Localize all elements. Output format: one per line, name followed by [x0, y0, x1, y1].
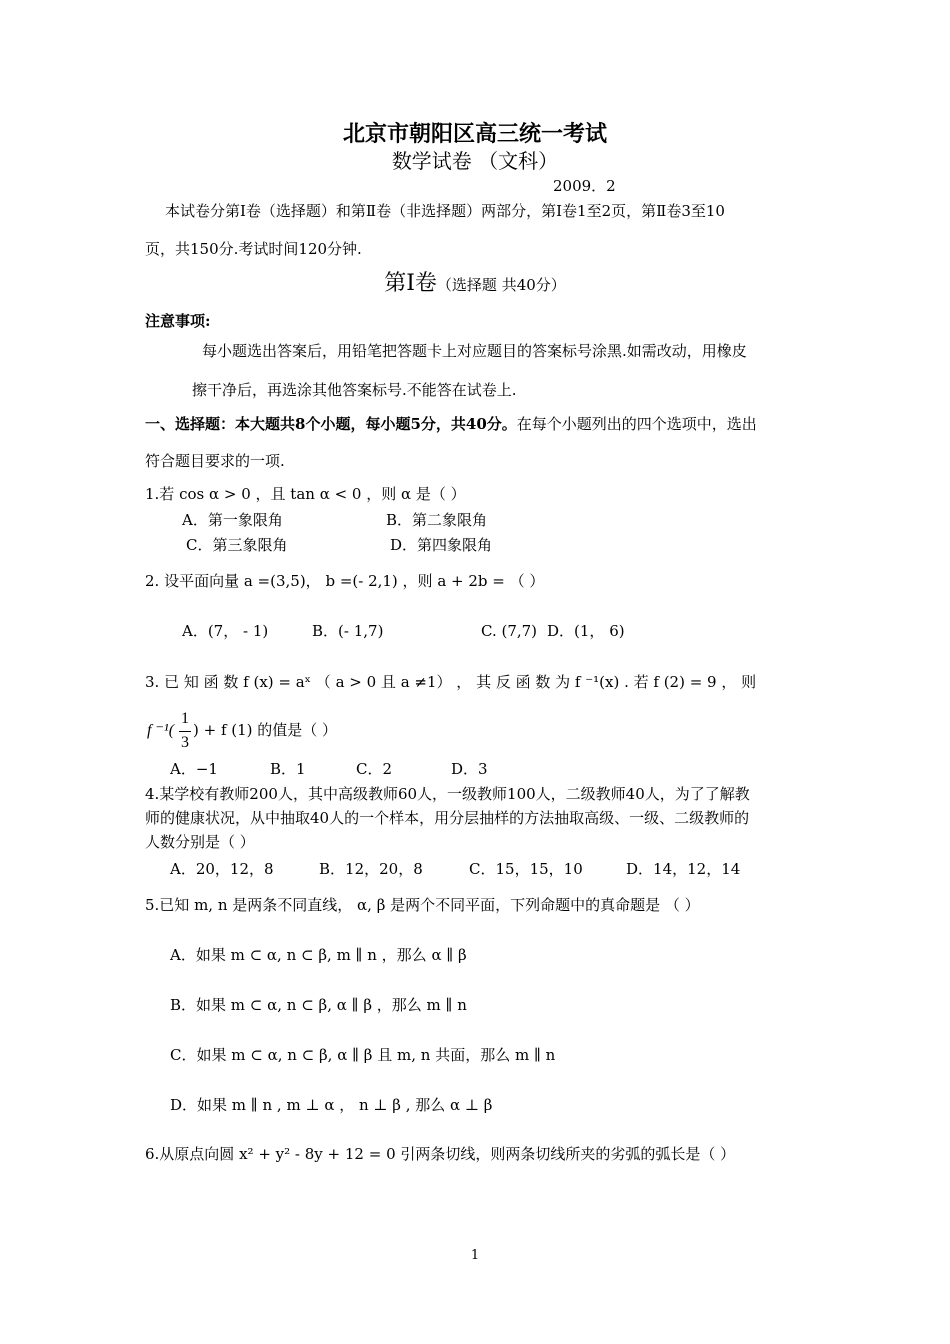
section1-heading-rest: 在每个小题列出的四个选项中，选出	[516, 415, 757, 433]
q5-option-b: B．如果 m ⊂ α, n ⊂ β, α ∥ β ，那么 m ∥ n	[170, 996, 467, 1014]
exam-date: 2009．2	[553, 177, 616, 195]
q5-stem: 5.已知 m, n 是两条不同直线， α, β 是两个不同平面，下列命题中的真命题是 （ ）	[145, 896, 700, 914]
q2-option-b: B．(- 1,7)	[312, 622, 384, 640]
q5-option-c: C．如果 m ⊂ α, n ⊂ β, α ∥ β 且 m, n 共面，那么 m ∥ n	[170, 1046, 556, 1064]
notice-line-2: 擦干净后，再选涂其他答案标号.不能答在试卷上.	[192, 381, 517, 399]
q3-stem: 3. 已 知 函 数 f (x) = aˣ （ a > 0 且 a ≠1） ， 其 反 函 数 为 f ⁻¹(x) . 若 f (2) = 9 ， 则	[145, 673, 757, 691]
q5-option-d: D．如果 m ∥ n , m ⊥ α ， n ⊥ β , 那么 α ⊥ β	[170, 1096, 493, 1114]
q1-option-c: C．第三象限角	[186, 536, 288, 554]
q3-option-d: D．3	[451, 760, 488, 778]
q4-option-a: A．20，12，8	[170, 860, 274, 878]
exam-title: 北京市朝阳区高三统一考试	[342, 122, 607, 147]
q3-expr-suffix: ) + f (1) 的值是（ ）	[193, 721, 338, 739]
q3-frac-bar	[179, 731, 191, 732]
q1-option-b: B．第二象限角	[386, 511, 488, 529]
intro-line-1: 本试卷分第Ⅰ卷（选择题）和第Ⅱ卷（非选择题）两部分，第Ⅰ卷1至2页，第Ⅱ卷3至10	[165, 202, 725, 220]
notice-line-1: 每小题选出答案后，用铅笔把答题卡上对应题目的答案标号涂黑.如需改动，用橡皮	[202, 342, 747, 360]
q2-option-d: D．(1， 6)	[547, 622, 625, 640]
exam-subtitle: 数学试卷 （文科）	[391, 149, 559, 173]
part1-heading	[0, 271, 950, 296]
q2-stem: 2. 设平面向量 a =(3,5)， b =(- 2,1) ，则 a + 2b = （ ）	[145, 572, 545, 590]
part1-subtitle: （选择题 共40分）	[436, 276, 566, 294]
q3-expr-prefix: f ⁻¹(	[147, 722, 175, 739]
part1-title: 第Ⅰ卷	[384, 271, 437, 296]
q3-option-a: A．−1	[170, 760, 218, 778]
q5-option-a: A．如果 m ⊂ α, n ⊂ β, m ∥ n ，那么 α ∥ β	[170, 946, 467, 964]
section1-heading	[145, 416, 757, 433]
q4-line-2: 师的健康状况，从中抽取40人的一个样本，用分层抽样的方法抽取高级、一级、二级教师的	[145, 809, 750, 827]
section1-heading-bold: 一、选择题：本大题共8个小题，每小题5分，共40分。	[145, 415, 517, 433]
q6-stem: 6.从原点向圆 x² + y² - 8y + 12 = 0 引两条切线，则两条切线所夹的劣弧的弧长是（ ）	[145, 1145, 736, 1163]
q2-option-c: C. (7,7)	[481, 622, 538, 640]
notice-heading: 注意事项:	[145, 312, 211, 330]
q4-option-c: C．15，15，10	[469, 860, 583, 878]
q4-option-d: D．14，12，14	[626, 860, 741, 878]
intro-line-2: 页，共150分.考试时间120分钟.	[145, 240, 362, 258]
q4-option-b: B．12，20，8	[319, 860, 423, 878]
q2-option-a: A．(7， - 1)	[182, 622, 269, 640]
q3-frac-numerator: 1	[181, 710, 189, 727]
q3-expression	[145, 712, 405, 760]
q3-frac-denominator: 3	[181, 734, 189, 751]
section1-line-2: 符合题目要求的一项.	[145, 452, 285, 470]
q4-line-1: 4.某学校有教师200人，其中高级教师60人，一级教师100人，二级教师40人，为了了解教	[145, 785, 750, 803]
q1-stem: 1.若 cos α > 0 ，且 tan α < 0 ，则 α 是（ ）	[145, 485, 466, 503]
q3-option-b: B．1	[270, 760, 306, 778]
q4-line-3: 人数分别是（ ）	[145, 833, 255, 851]
q3-option-c: C．2	[356, 760, 393, 778]
page-number: 1	[470, 1248, 480, 1263]
q1-option-a: A．第一象限角	[182, 511, 283, 529]
q1-option-d: D．第四象限角	[390, 536, 493, 554]
